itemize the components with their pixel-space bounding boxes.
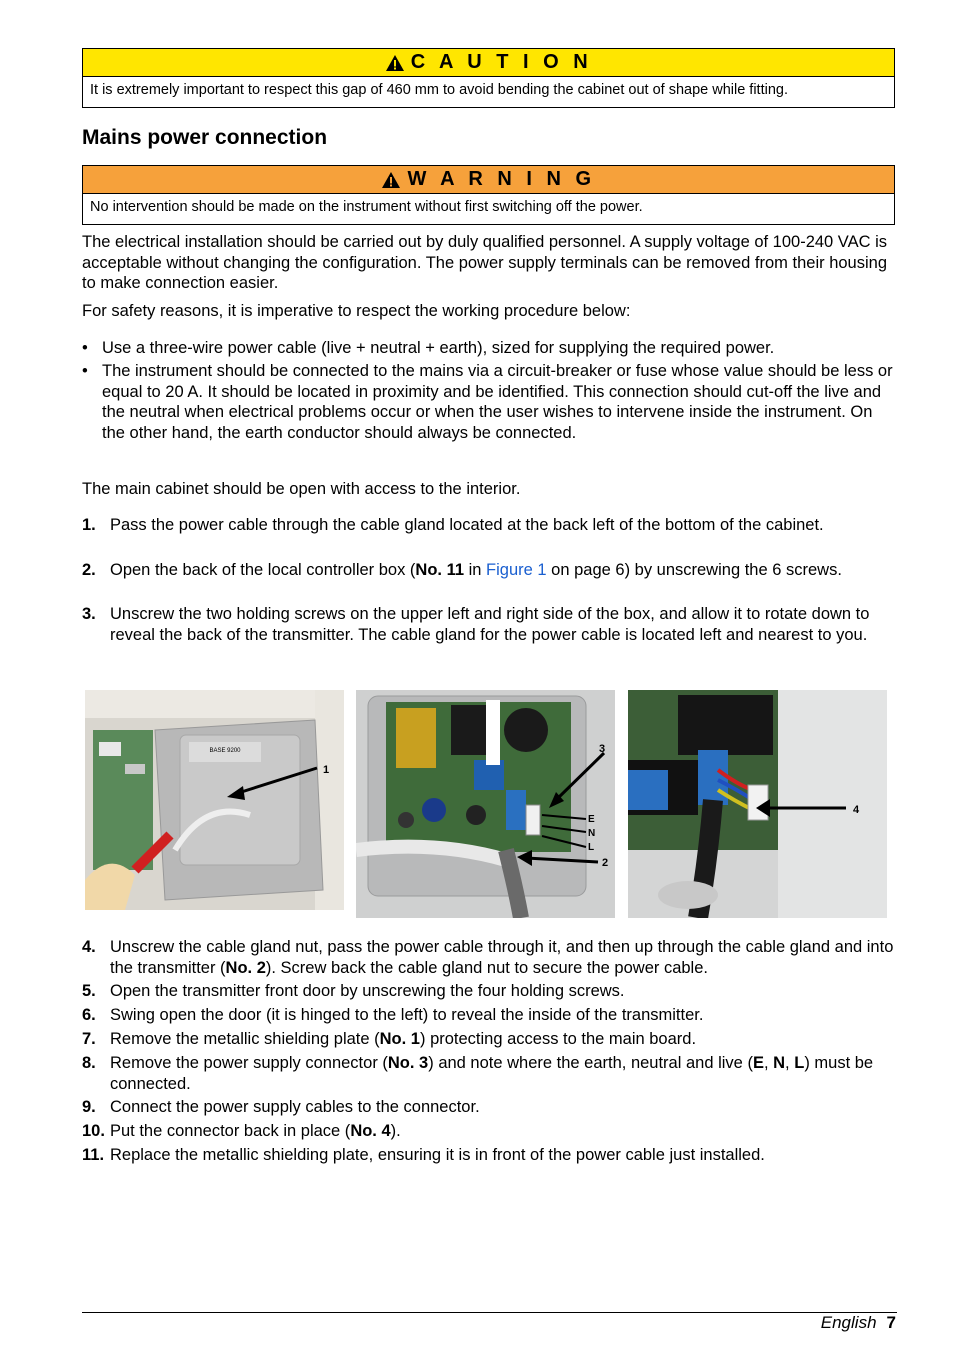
caution-text: It is extremely important to respect this gap of 460 mm to avoid bending the cabinet out of shape while fitting. [90,82,788,98]
step-number: 6. [82,1006,96,1024]
step-text: Open the transmitter front door by unscrewing the four holding screws. [110,982,625,1000]
safety-paragraph: For safety reasons, it is imperative to respect the working procedure below: [82,302,631,320]
cabinet-paragraph: The main cabinet should be open with access to the interior. [82,480,521,498]
step-text: Put the connector back in place (No. 4). [110,1122,401,1140]
list-item [82,338,897,359]
label-earth: E [588,814,595,825]
step-text: Connect the power supply cables to the connector. [110,1098,480,1116]
plate-title: BASE 9200 [209,748,241,754]
label-neutral: N [588,828,596,839]
step-text: Unscrew the two holding screws on the upper left and right side of the box, and allow it to rotate down to reveal the back of the transmitter. The cable gland for the power cable is located left and nearest to you. [110,605,870,644]
step-item [82,604,897,645]
photo-transmitter-board [356,690,615,918]
bullet-text: The instrument should be connected to the mains via a circuit-breaker or fuse whose value should be less or equal to 20 A. It should be located in proximity and be identified. This connection should cut-off the live and the neutral when electrical problems occur or when the user wishes to intervene inside the instrument. On the other hand, the earth conductor should always be connected. [102,362,893,442]
step-text: Replace the metallic shielding plate, ensuring it is in front of the power cable just installed. [110,1146,765,1164]
page-footer [821,1313,896,1333]
callout-1: 1 [323,764,330,776]
step-item [82,560,897,581]
photo-connector-closeup [628,690,887,918]
section-heading: Mains power connection [82,126,328,149]
step-text: Open the back of the local controller box (No. 11 in Figure 1 on page 6) by unscrewing the 6 screws. [110,561,842,579]
step-number: 8. [82,1054,96,1072]
caution-box [82,48,895,108]
step-item [82,515,897,536]
caution-title: C A U T I O N [410,51,593,73]
warning-triangle-icon [381,171,401,189]
callout-2: 2 [602,857,609,869]
step-number: 2. [82,561,96,579]
step-text: Unscrew the cable gland nut, pass the power cable through it, and then up through the cable gland and into the transmitter (No. 2). Screw back the cable gland nut to secure the power cable. [110,938,894,977]
page-number: 7 [886,1313,896,1332]
callout-3: 3 [599,743,606,755]
photo-controller-box [85,690,344,910]
step-number: 9. [82,1098,96,1116]
warning-title: W A R N I N G [407,168,596,190]
step-number: 1. [82,516,96,534]
warning-triangle-icon [385,54,405,72]
label-live: L [588,842,595,853]
bullet-text: Use a three-wire power cable (live + neutral + earth), sized for supplying the required power. [102,339,775,357]
step-text: Remove the power supply connector (No. 3) and note where the earth, neutral and live (E, N, L) must be connected. [110,1054,874,1093]
step-item [82,1097,897,1118]
caution-header [83,49,894,77]
step-text: Remove the metallic shielding plate (No. 1) protecting access to the main board. [110,1030,697,1048]
figure-link[interactable]: Figure 1 [486,561,547,579]
bullet-mark: • [82,339,88,357]
step-number: 4. [82,938,96,956]
step-number: 11. [82,1146,105,1164]
warning-header [83,166,894,194]
warning-box [82,165,895,225]
step-item [82,1053,897,1094]
footer-language: English [820,1313,877,1332]
step-number: 3. [82,605,96,623]
bullet-mark: • [82,362,88,380]
intro-paragraph: The electrical installation should be carried out by duly qualified personnel. A supply voltage of 100-240 VAC is acceptable without changing the configuration. The power supply terminals can be removed from their housing to make connection easier. [82,233,888,292]
footer-divider [82,1312,897,1313]
step-item [82,1121,897,1142]
step-number: 7. [82,1030,96,1048]
step-item [82,937,897,978]
step-text: Pass the power cable through the cable gland located at the back left of the bottom of the cabinet. [110,516,824,534]
list-item [82,361,897,443]
step-text: Swing open the door (it is hinged to the left) to reveal the inside of the transmitter. [110,1006,704,1024]
step-item [82,1005,897,1026]
step-item [82,1029,897,1050]
step-item [82,1145,897,1166]
callout-4: 4 [853,804,860,816]
step-item [82,981,897,1002]
step-number: 10. [82,1122,105,1140]
step-number: 5. [82,982,96,1000]
warning-text: No intervention should be made on the instrument without first switching off the power. [90,199,643,215]
